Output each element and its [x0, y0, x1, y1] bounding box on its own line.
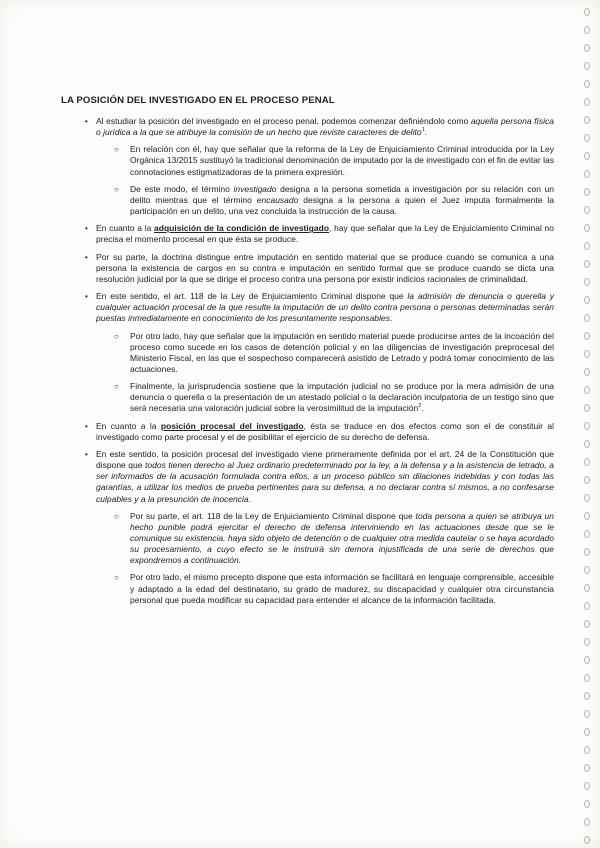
paragraph-text: Por su parte, la doctrina distingue entre imputación en sentido material que se produce cuando se comunica a una persona la existencia de cargos en su contra e imputación en sentido formal que se produce cuando se dicta una resolución judicial por la que se dirige el proceso contra una persona por existir indicios racionales de criminalidad. — [96, 251, 554, 284]
binder-ring-icon — [584, 98, 590, 106]
binder-ring-icon — [584, 26, 590, 34]
paragraph-text: Por otro lado, hay que señalar que la imputación en sentido material puede producirse antes de la incoación del proceso como sucede en los casos de detención policial y en las diligencias de investigación preprocesal del Ministerio Fiscal, en las que el sospechoso comparecerá asistido de Letrado y podrá tomar conocimiento de las actuaciones. — [130, 330, 554, 374]
binder-ring-icon — [584, 764, 590, 772]
bullet-paragraph — [70, 223, 554, 245]
paragraph-text: Al estudiar la posición del investigado en el proceso penal, podemos comenzar definiéndolo como — [96, 116, 471, 126]
paragraph-text: En cuanto a la — [96, 420, 161, 431]
binder-ring-icon — [584, 62, 590, 70]
bullet-marker: • — [85, 224, 88, 234]
sub-bullet-paragraph — [96, 572, 554, 605]
binder-ring-icon — [584, 548, 590, 556]
binder-ring-icon — [584, 674, 590, 682]
sub-bullet-paragraph — [96, 144, 554, 177]
binder-ring-icon — [584, 746, 590, 754]
sub-bullet-marker: ○ — [114, 331, 119, 341]
paragraph-text: designa a la persona sometida a investigación por su relación con un delito mientras que el término — [130, 183, 554, 205]
binder-ring-icon — [584, 170, 590, 178]
italic-quote: todos tienen derecho al Juez ordinario predeterminado por la ley, a la defensa y a la asistencia de letrado, a ser informados de la acusación formulada contra ellos, a un proceso público sin dilaciones indebidas y con todas las garantías, a utilizar los medios de prueba pertinentes para su defensa, a no declarar contra sí mismos, a no confesarse culpables y a la presunción de inocencia — [96, 460, 555, 504]
sub-bullet-marker: ○ — [114, 184, 119, 194]
paragraph-text: Finalmente, la jurisprudencia sostiene que la imputación judicial no se produce por la mera admisión de una denuncia o querella o la presentación de un atestado policial o la declaración inculpatoria de un testigo sino que será necesaria una valoración judicial sobre la verosimilitud de la imputación — [130, 381, 554, 414]
binder-ring-icon — [584, 512, 590, 520]
binder-ring-icon — [584, 134, 590, 142]
bullet-marker: • — [85, 449, 88, 459]
italic-quote: toda persona a quien se atribuya un hecho punible podrá ejercitar el derecho de defensa interviniendo en las actuaciones desde que se le comunique su existencia, haya sido objeto de detención o de cualquier otra medida cautelar o se haya acordado su procesamiento, a cuyo efecto se le instruirá sin demora injustificada de una serie de derechos que expondremos a continuación. — [130, 510, 554, 566]
binder-ring-icon — [584, 422, 590, 430]
binder-ring-icon — [584, 494, 590, 502]
binder-ring-icon — [584, 584, 590, 592]
binder-ring-icon — [584, 458, 590, 466]
binder-ring-icon — [584, 836, 590, 844]
underlined-term: adquisición de la condición de investigado — [154, 223, 330, 234]
bullet-paragraph — [70, 421, 554, 443]
bullet-paragraph: • En este sentido, el art. 118 de la Ley de Enjuiciamiento Criminal dispone que la admisión de denuncia o querella y cualquier actuación procesal de la que resulte la imputación de un delito contra persona o personas determinadas serán puestas inmediatamente en conocimiento de los presuntamente responsables. — [85, 291, 554, 324]
paragraph-text: , ésta se traduce en dos efectos como son el de constituir al investigado como parte procesal y el de posibilitar el ejercicio de su derecho de defensa. — [96, 420, 554, 442]
binder-ring-icon — [584, 314, 590, 322]
bullet-marker: • — [85, 117, 88, 126]
paragraph-text: Por otro lado, el mismo precepto dispone que esta información se facilitará en lenguaje comprensible, accesible y adaptado a la edad del destinatario, su grado de madurez, su discapacidad y cualquier otra circunstancia personal que pueda modificar su capacidad para entender el alcance de la información facilitada. — [130, 572, 554, 605]
binder-ring-icon — [584, 728, 590, 736]
paragraph-text: En relación con él, hay que señalar que la reforma de la Ley de Enjuiciamiento Criminal introducida por la Ley Orgánica 13/2015 sustituyó la tradicional denominación de imputado por la de investigado con el fin de evitar las connotaciones estigmatizadoras de la primera expresión. — [130, 144, 554, 177]
bullet-paragraph — [70, 252, 554, 285]
bullet-paragraph: • En este sentido, la posición procesal del investigado viene primeramente definida por el art. 24 de la Constitución que dispone que todos tienen derecho al Juez ordinario predeterminado por la ley, a la defensa y a la asistencia de letrado, a ser informados de la acusación formulada contra ellos, a un proceso público sin dilaciones indebidas y con todas las garantías, a utilizar los medios de prueba pertinentes para su defensa, a no declarar contra sí mismos, a no confesarse culpables y a la presunción de inocencia. — [85, 448, 555, 504]
paragraph-text: De este modo, el término — [130, 183, 234, 194]
italic-term: encausado — [256, 194, 299, 205]
binder-ring-icon — [584, 800, 590, 808]
bullet-marker: • — [85, 421, 88, 431]
paragraph-text: , hay que señalar que la Ley de Enjuiciamiento Criminal no precisa el momento procesal en que ésta se produce. — [96, 223, 554, 245]
section-heading: LA POSICIÓN DEL INVESTIGADO EN EL PROCESO PENAL — [61, 95, 335, 106]
sub-bullet-paragraph — [96, 184, 554, 217]
paragraph-text: En este sentido, el art. 118 de la Ley de Enjuiciamiento Criminal dispone que — [96, 291, 408, 302]
binder-ring-icon — [584, 476, 590, 484]
binder-ring-icon — [584, 620, 590, 628]
binder-ring-icon — [584, 188, 590, 196]
binder-ring-icon — [584, 44, 590, 52]
italic-quote: la admisión de denuncia o querella y cualquier actuación procesal de la que resulte la imputación de un delito contra persona o personas determinadas serán puestas inmediatamente en conocimiento de los presuntamente responsables — [96, 291, 554, 324]
binder-ring-icon — [584, 242, 590, 250]
footnote-ref: 1 — [421, 127, 425, 134]
binder-ring-icon — [584, 278, 590, 286]
binder-ring-icon — [584, 530, 590, 538]
binder-ring-icon — [584, 296, 590, 304]
bullet-paragraph: • Al estudiar la posición del investigado en el proceso penal, podemos comenzar definiéndolo como aquella persona física o jurídica a la que se atribuye la comisión de un hecho que reviste caracteres de delito$^1$. — [85, 116, 554, 138]
binder-ring-icon — [584, 80, 590, 88]
binder-ring-icon — [584, 350, 590, 358]
paragraph-text: En este sentido, la posición procesal del investigado viene primeramente definida por el art. 24 de la Constitución que dispone que — [96, 448, 554, 471]
sub-bullet-marker: ○ — [114, 511, 119, 521]
binder-ring-icon — [584, 368, 590, 376]
binder-ring-icon — [584, 818, 590, 826]
binder-ring-icon — [584, 152, 590, 160]
binder-ring-icon — [584, 440, 590, 448]
binder-ring-icon — [584, 782, 590, 790]
binder-ring-icon — [584, 332, 590, 340]
binder-ring-icon — [584, 116, 590, 124]
underlined-term: posición procesal del investigado — [160, 420, 304, 431]
binder-ring-icon — [584, 602, 590, 610]
paragraph-text: designa a la persona a quien el Juez imputa formalmente la participación en un delito, una vez concluida la instrucción de la causa. — [130, 194, 554, 217]
binder-ring-icon — [584, 260, 590, 268]
sub-bullet-marker: ○ — [114, 573, 119, 583]
sub-bullet-paragraph: ○ Finalmente, la jurisprudencia sostiene que la imputación judicial no se produce por la mera admisión de una denuncia o querella o la presentación de un atestado policial o la declaración inculpatoria de un testigo sino que será necesaria una valoración judicial sobre la verosimilitud de la imputación$^2$. — [114, 381, 554, 414]
paragraph-text: En cuanto a la — [96, 223, 155, 234]
paragraph-text: Por su parte, el art. 118 de la Ley de Enjuiciamiento Criminal dispone que — [130, 510, 416, 521]
document-body — [70, 116, 554, 612]
binder-ring-icon — [584, 404, 590, 412]
binder-ring-icon — [584, 224, 590, 232]
binder-ring-icon — [584, 692, 590, 700]
binder-ring-icon — [584, 638, 590, 646]
sub-bullet-paragraph — [96, 511, 554, 567]
binder-ring-icon — [584, 566, 590, 574]
sub-bullet-paragraph — [96, 331, 554, 376]
binder-rings — [582, 0, 594, 848]
sub-bullet-marker: ○ — [114, 145, 119, 155]
bullet-marker: • — [85, 292, 88, 302]
footnote-ref: 2 — [418, 403, 422, 410]
sub-bullet-marker: ○ — [114, 382, 119, 392]
binder-ring-icon — [584, 656, 590, 664]
italic-term: investigado — [233, 183, 277, 194]
binder-ring-icon — [584, 386, 590, 394]
bullet-marker: • — [85, 252, 88, 262]
binder-ring-icon — [584, 710, 590, 718]
italic-quote: aquella persona física o jurídica a la que se atribuye la comisión de un hecho que reviste caracteres de delito — [96, 116, 554, 138]
binder-ring-icon — [584, 206, 590, 214]
binder-ring-icon — [584, 8, 590, 16]
